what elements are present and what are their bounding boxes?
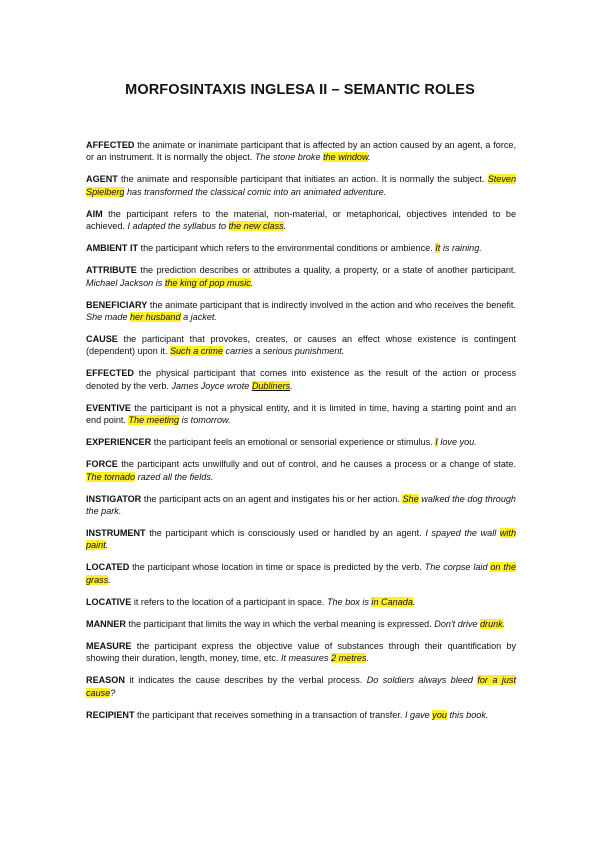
highlighted-example-text: in Canada bbox=[371, 596, 413, 607]
role-entry bbox=[86, 173, 516, 198]
role-definition: the participant is not a physical entity, and it is limited in time, having a starting point and an end point. bbox=[86, 402, 516, 426]
role-definition: the participant refers to the material, non-material, or metaphorical, objectives intended to be achieved. bbox=[86, 208, 516, 232]
role-term: EVENTIVE bbox=[86, 402, 131, 413]
example-text: . bbox=[341, 346, 345, 357]
role-definition: it refers to the location of a participant in space. bbox=[131, 596, 327, 607]
example-text: . bbox=[118, 506, 122, 517]
role-entry bbox=[86, 640, 516, 665]
role-definition: the participant which refers to the environmental conditions or ambience. bbox=[138, 243, 436, 254]
role-definition: the participant acts on an agent and instigates his or her action. bbox=[141, 493, 403, 504]
highlighted-example-text: on the grass bbox=[86, 562, 516, 585]
example-text: The corpse laid bbox=[424, 562, 491, 573]
role-definition: the animate and responsible participant that initiates an action. It is normally the subject. bbox=[117, 174, 488, 185]
role-term: AGENT bbox=[86, 174, 118, 185]
role-definition: the participant which is consciously used or handled by an agent. bbox=[145, 528, 426, 539]
role-term: MANNER bbox=[86, 618, 126, 629]
role-entry bbox=[86, 139, 516, 164]
role-entry bbox=[86, 242, 516, 254]
example-text: . bbox=[250, 277, 254, 288]
highlighted-example-text: 2 metres bbox=[331, 653, 367, 664]
role-term: INSTIGATOR bbox=[86, 493, 142, 504]
highlighted-example-text: The tornado bbox=[86, 471, 136, 482]
role-definition: the animate participant that is indirectly involved in the action and who receives the benefit. bbox=[147, 299, 516, 310]
highlighted-example-text: for a just cause bbox=[86, 675, 516, 698]
role-definition: the participant whose location in time or space is predicted by the verb. bbox=[129, 562, 425, 573]
example-text: Do soldiers always bleed bbox=[366, 675, 478, 686]
example-text: . bbox=[290, 380, 293, 391]
example-text: . bbox=[105, 540, 109, 551]
highlighted-example-text: you bbox=[432, 709, 447, 720]
role-term: CAUSE bbox=[86, 334, 118, 345]
role-entry bbox=[86, 208, 516, 233]
example-text: is tomorrow bbox=[179, 415, 229, 426]
highlighted-example-text: her husband bbox=[129, 312, 181, 323]
highlighted-example-text: The meeting bbox=[128, 415, 180, 426]
role-entry bbox=[86, 264, 516, 289]
example-text: I spayed the wall bbox=[425, 528, 500, 539]
highlighted-example-text: the king of pop music bbox=[164, 277, 251, 288]
role-entry bbox=[86, 527, 516, 552]
example-text: love you. bbox=[437, 437, 477, 448]
role-term: ATTRIBUTE bbox=[86, 265, 137, 276]
page-title: MORFOSINTAXIS INGLESA II – SEMANTIC ROLES bbox=[125, 82, 475, 98]
example-text: . bbox=[108, 574, 111, 585]
highlighted-example-text: Steven Spielberg bbox=[86, 174, 516, 197]
role-definition: the participant acts unwilfully and out of control, and he causes a process or a change of state. bbox=[117, 459, 516, 470]
role-definition: the participant express the objective value of substances through their quantification by showing their duration, length, money, time, etc. bbox=[86, 640, 516, 664]
example-text: . bbox=[214, 312, 217, 323]
semantic-roles-list bbox=[86, 139, 516, 731]
example-text: . bbox=[210, 471, 214, 482]
role-term: MEASURE bbox=[86, 640, 132, 651]
example-text: Michael Jackson is bbox=[86, 277, 165, 288]
role-term: AMBIENT IT bbox=[86, 243, 139, 254]
highlighted-example-text: I bbox=[435, 437, 438, 448]
role-entry bbox=[86, 618, 516, 630]
role-entry bbox=[86, 561, 516, 586]
role-definition: the participant that limits the way in which the verbal meaning is expressed. bbox=[125, 618, 435, 629]
role-entry bbox=[86, 709, 516, 721]
role-entry bbox=[86, 493, 516, 518]
highlighted-example-text: Dubliners bbox=[251, 380, 291, 391]
role-term: EFFECTED bbox=[86, 368, 134, 379]
example-text: The stone broke bbox=[254, 152, 324, 163]
role-entry bbox=[86, 596, 516, 608]
example-text: . bbox=[283, 221, 287, 232]
highlighted-example-text: the new class bbox=[228, 221, 284, 232]
example-text: is raining bbox=[440, 243, 480, 254]
example-text: James Joyce wrote bbox=[171, 380, 252, 391]
role-entry bbox=[86, 436, 516, 448]
role-term: LOCATED bbox=[86, 562, 130, 573]
example-text: carries a serious punishment bbox=[223, 346, 342, 357]
example-text: razed all the fields bbox=[135, 471, 211, 482]
role-term: EXPERIENCER bbox=[86, 437, 152, 448]
role-definition: the prediction describes or attributes a quality, a property, or a state of another participant. bbox=[136, 265, 516, 276]
example-text: . bbox=[366, 653, 369, 664]
example-text: this book bbox=[446, 709, 486, 720]
example-text: has transformed the classical comic into an animated adventure. bbox=[124, 186, 387, 197]
role-term: BENEFICIARY bbox=[86, 299, 148, 310]
role-term: LOCATIVE bbox=[86, 596, 132, 607]
example-text: . bbox=[412, 596, 416, 607]
highlighted-example-text: the window bbox=[323, 152, 369, 163]
example-text: . bbox=[485, 709, 489, 720]
highlighted-example-text: with paint bbox=[86, 528, 517, 551]
role-definition: the physical participant that comes into existence as the result of the action or process denoted by the verb. bbox=[86, 368, 516, 391]
example-text: She made bbox=[86, 312, 130, 323]
example-text: I adapted the syllabus to bbox=[127, 221, 229, 232]
example-text: . bbox=[479, 243, 482, 254]
example-text: I gave bbox=[404, 709, 433, 720]
highlighted-example-text: drunk bbox=[479, 618, 503, 629]
highlighted-example-text: Such a crime bbox=[169, 346, 224, 357]
role-entry bbox=[86, 674, 516, 699]
role-term: RECIPIENT bbox=[86, 709, 135, 720]
role-entry bbox=[86, 333, 516, 358]
role-term: INSTRUMENT bbox=[86, 528, 146, 539]
example-text: . bbox=[228, 415, 231, 426]
example-text: It measures bbox=[280, 653, 331, 664]
role-definition: the participant feels an emotional or sensorial experience or stimulus. bbox=[151, 437, 436, 448]
role-entry bbox=[86, 299, 516, 324]
role-entry bbox=[86, 367, 516, 392]
role-entry bbox=[86, 458, 516, 483]
example-text: ? bbox=[110, 687, 116, 698]
highlighted-example-text: She bbox=[402, 493, 419, 504]
role-definition: the animate or inanimate participant that is affected by an action caused by an agent, a force, or an instrument. It is normally the object. bbox=[86, 140, 516, 163]
role-term: AFFECTED bbox=[86, 140, 135, 150]
role-definition: it indicates the cause describes by the verbal process. bbox=[124, 675, 367, 686]
example-text: walked the dog through the park bbox=[86, 493, 516, 517]
example-text: . bbox=[502, 618, 506, 629]
role-definition: the participant that receives something in a transaction of transfer. bbox=[134, 709, 405, 720]
example-text: The box is bbox=[326, 596, 372, 607]
role-term: REASON bbox=[86, 675, 125, 686]
highlighted-example-text: It bbox=[435, 243, 441, 254]
example-text: a jacket bbox=[180, 312, 215, 323]
role-term: FORCE bbox=[86, 459, 118, 470]
example-text: . bbox=[368, 152, 371, 163]
role-term: AIM bbox=[86, 208, 103, 219]
role-definition: the participant that provokes, creates, or causes an effect whose existence is contingent (dependent) upon it. bbox=[86, 334, 516, 357]
role-entry bbox=[86, 402, 516, 427]
example-text: Don't drive bbox=[434, 618, 480, 629]
